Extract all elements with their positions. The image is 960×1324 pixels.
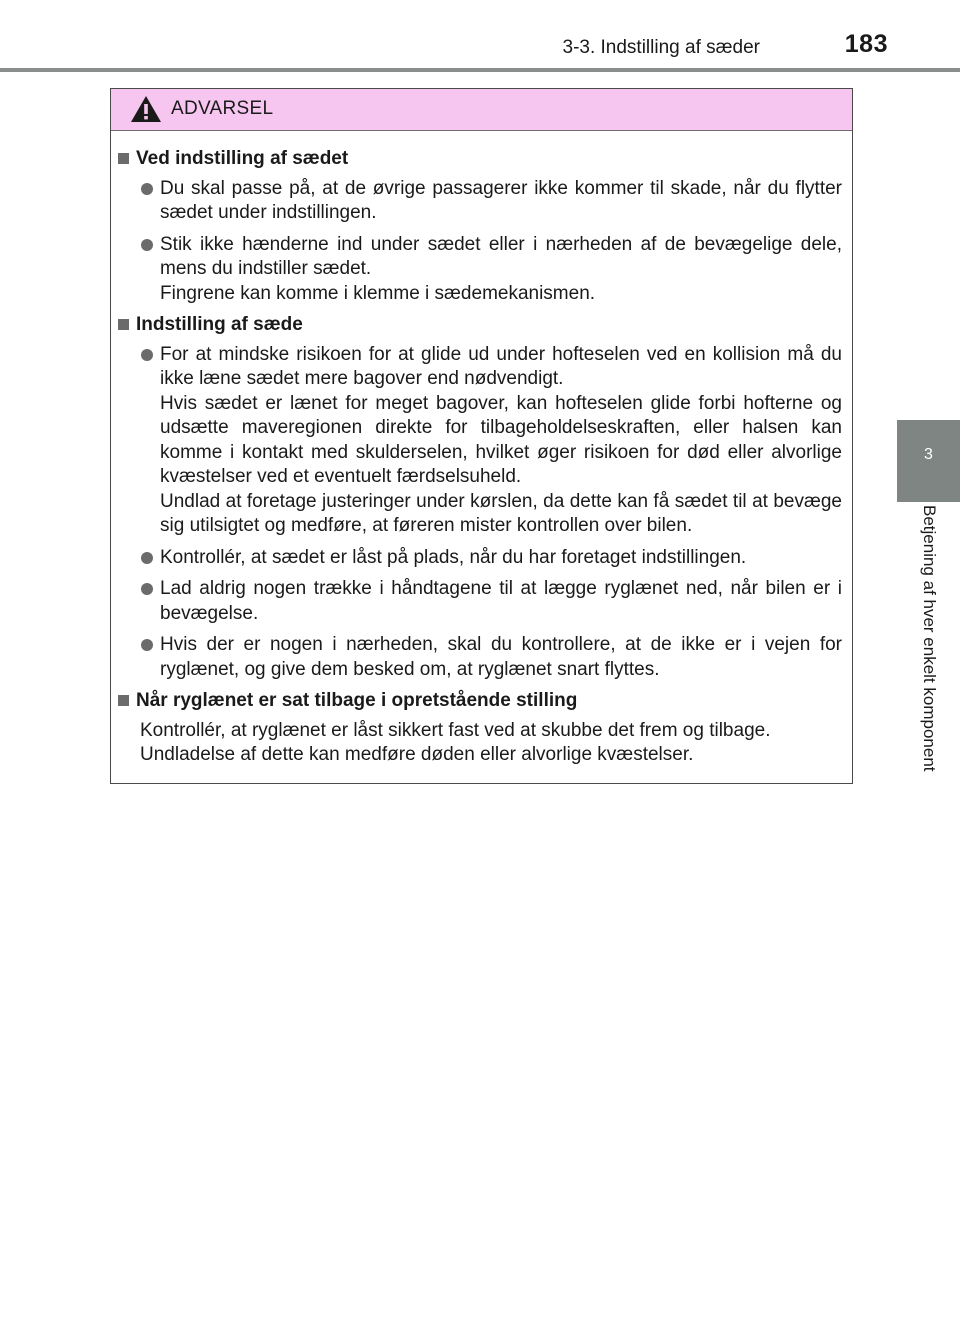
warning-body <box>111 131 852 768</box>
paragraph: Hvis der er nogen i nærheden, skal du kontrollere, at de ikke er i vejen for ryglænet, og give dem besked om, at ryglænet snart flyttes. <box>160 634 842 680</box>
list-item <box>115 577 842 626</box>
chapter-title: Betjening af hver enkelt komponent <box>919 505 939 772</box>
header-rule <box>0 68 960 72</box>
list-item <box>115 343 842 539</box>
list-item <box>115 233 842 307</box>
paragraph: Kontrollér, at ryglænet er låst sikkert fast ved at skubbe det frem og tilbage. <box>140 719 771 741</box>
paragraph: Lad aldrig nogen trække i håndtagene til at lægge ryglænet ned, når bilen er i bevægelse. <box>160 578 842 624</box>
section-heading <box>115 313 842 338</box>
list-item <box>115 546 842 571</box>
paragraph: Undlad at foretage justeringer under kørslen, da dette kan få sædet til at bevæge sig utilsigtet og medføre, at føreren mister kontrollen over bilen. <box>160 490 842 536</box>
list-item <box>115 177 842 226</box>
paragraph: Du skal passe på, at de øvrige passagerer ikke kommer til skade, når du flytter sædet under indstillingen. <box>160 177 842 223</box>
circle-bullet-icon <box>141 183 153 195</box>
section-heading-text: Indstilling af sæde <box>136 314 303 335</box>
section-heading-text: Ved indstilling af sædet <box>136 148 349 169</box>
section-heading-text: Når ryglænet er sat tilbage i opretstående stilling <box>136 690 578 711</box>
section-title: 3-3. Indstilling af sæder <box>562 37 760 58</box>
square-bullet-icon <box>118 695 129 706</box>
square-bullet-icon <box>118 153 129 164</box>
warning-box <box>110 88 853 784</box>
paragraph: Kontrollér, at sædet er låst på plads, når du har foretaget indstillingen. <box>160 546 747 568</box>
paragraph: Stik ikke hænderne ind under sædet eller i nærheden af de bevægelige dele, mens du indstiller sædet. <box>160 233 842 279</box>
circle-bullet-icon <box>141 639 153 651</box>
paragraph: Fingrene kan komme i klemme i sædemekanismen. <box>160 282 596 304</box>
warning-title: ADVARSEL <box>171 98 274 119</box>
section-heading <box>115 689 842 714</box>
section-text <box>115 719 842 768</box>
paragraph: Undladelse af dette kan medføre døden eller alvorlige kvæstelser. <box>140 744 694 765</box>
square-bullet-icon <box>118 319 129 330</box>
warning-header <box>111 89 852 131</box>
list-item <box>115 633 842 682</box>
paragraph: Hvis sædet er lænet for meget bagover, kan hofteselen glide forbi hofterne og udsætte maveregionen direkte for tilbageholdelseskraften, eller halsen kan komme i kontakt med skulderselen, hvilket øger risikoen for død eller alvorlige kvæstelser ved et eventuelt færdselsuheld. <box>160 392 842 487</box>
circle-bullet-icon <box>141 239 153 251</box>
chapter-number: 3 <box>924 446 933 463</box>
paragraph: For at mindske risikoen for at glide ud under hofteselen ved en kollision må du ikke læne sædet mere bagover end nødvendigt. <box>160 343 842 389</box>
chapter-tab <box>897 420 960 502</box>
circle-bullet-icon <box>141 552 153 564</box>
chapter-title-vertical <box>897 505 960 835</box>
section-heading <box>115 147 842 172</box>
warning-triangle-icon <box>129 94 163 124</box>
circle-bullet-icon <box>141 349 153 361</box>
page-number: 183 <box>844 30 888 58</box>
circle-bullet-icon <box>141 583 153 595</box>
